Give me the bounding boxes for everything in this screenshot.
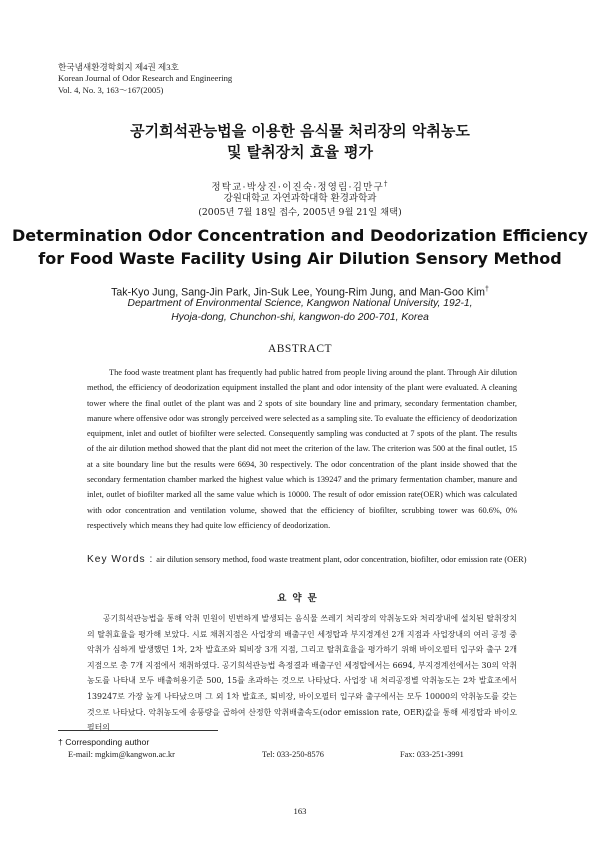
korean-affiliation: 강원대학교 자연과학대학 환경과학과: [223, 193, 377, 204]
journal-header: [58, 62, 232, 96]
english-authors-names: Tak-Kyo Jung, Sang-Jin Park, Jin-Suk Lee, Young-Rim Jung, and Man-Goo Kim: [111, 286, 485, 299]
abstract-body: The food waste treatment plant has frequently had public hatred from people living around the plant. Through Air dilution method, the efficiency of deodorization equipment installed the plant and odor intensity of the plant were evaluated. A cleaning tower where the final outlet of the plant was and 2 spots of site boundary line and primary, secondary fermentation chamber, manure where offensive odor was strongly perceived were selected as a sampling site. To evaluate the efficiency of deodorization equipment, inlet and outlet of biofilter were selected. Consequently sampling was conducted at 7 spots of the plant. The results of the air dilution method showed that the plant did not meet the criterion of the law. The criterion was 500 at the final outlet, 15 at a site boundary line but the results were 6694, 30 respectively. The odor concentration of the plant inside showed that the secondary fermentation chamber marked the highest value which is 139247 and the primary fermentation chamber, manure and inlet, outlet of biofilter marked all the same value which is 10000. The result of odor emission rate(OER) which was calculated with odor concentration and ventilation volume, showed that the efficiency of biofilter, scrubbing tower was 60.6%, 0% respectively which means they had quite low efficiency of deodorization.: [87, 368, 518, 530]
footnote-email: E-mail: mgkim@kangwon.ac.kr: [68, 750, 175, 759]
korean-title: [0, 121, 600, 163]
journal-name-en: Korean Journal of Odor Research and Engineering: [58, 73, 233, 84]
footnote-fax: Fax: 033-251-3991: [400, 750, 464, 759]
english-title-line-2: for Food Waste Facility Using Air Dilution Sensory Method: [38, 249, 562, 268]
english-affiliation-line-1: Department of Environmental Science, Kangwon National University, 192-1,: [127, 298, 473, 309]
journal-issue: Vol. 4, No. 3, 163～167(2005): [58, 84, 164, 95]
footnote-divider: [58, 730, 218, 731]
keywords-text: air dilution sensory method, food waste treatment plant, odor concentration, biofilter, odor emission rate (OER): [156, 555, 527, 564]
corresponding-mark: †: [383, 180, 389, 188]
english-affiliation: [0, 297, 600, 324]
korean-summary-body: 공기희석관능법을 통해 악취 민원이 빈번하게 발생되는 음식물 쓰레기 처리장의 악취농도와 처리장내에 설치된 탈취장치의 탈취효율을 평가해 보았다. 시료 채취지점은 사업장의 배출구인 세정탑과 부지경계선 2개 지점과 사업장내의 여러 공정 중 악취가 심하게 발생했던 1차, 2차 발효조와 퇴비장 3개 지점, 그리고 탈취효율을 평가하기 위해 바이오필터 입구와 출구 2개 지점으로 총 7개 지점에서 채취하였다. 공기희석관능법 측정결과 배출구인 세정탑에서는 6694, 부지경계선에서는 30의 악취농도를 나타내 모두 배출허용기준 500, 15를 초과하는 것으로 나타났다. 사업장 내 처리공정별 악취농도는 2차 발효조에서 139247로 가장 높게 나타났으며 그 외 1차 발효조, 퇴비장, 바이오필터 입구와 출구에서는 모두 10000의 악취농도를 갖는 것으로 나타났다. 악취농도에 송풍량을 곱하여 산정한 악취배출속도(odor emission rate, OER)값을 통해 세정탑과 바이오필터의: [87, 614, 517, 733]
korean-title-line-1: 공기희석관능법을 이용한 음식물 처리장의 악취농도: [130, 122, 470, 140]
english-affiliation-line-2: Hyoja-dong, Chunchon-shi, kangwon-do 200-701, Korea: [171, 311, 429, 323]
english-title-line-1: Determination Odor Concentration and Deodorization Efficiency: [12, 226, 588, 245]
korean-dates: (2005년 7월 18일 접수, 2005년 9월 21일 채택): [198, 207, 402, 218]
corresponding-mark-en: †: [485, 286, 489, 293]
korean-summary-heading: 요약문: [277, 593, 323, 604]
keywords-label: Key Words :: [87, 554, 154, 565]
korean-authors-names: 정탁교·박상진·이진숙·정영림·김만구: [211, 182, 384, 194]
english-title: [0, 224, 600, 270]
footnote-tel: Tel: 033-250-8576: [262, 750, 324, 759]
page-number: 163: [293, 806, 307, 816]
journal-name-ko: 한국냄새환경학회지 제4권 제3호: [58, 62, 179, 72]
abstract-heading: ABSTRACT: [267, 343, 333, 355]
footnote-heading: † Corresponding author: [58, 737, 150, 747]
korean-title-line-2: 및 탈취장치 효율 평가: [226, 143, 374, 161]
keywords: [87, 554, 527, 566]
